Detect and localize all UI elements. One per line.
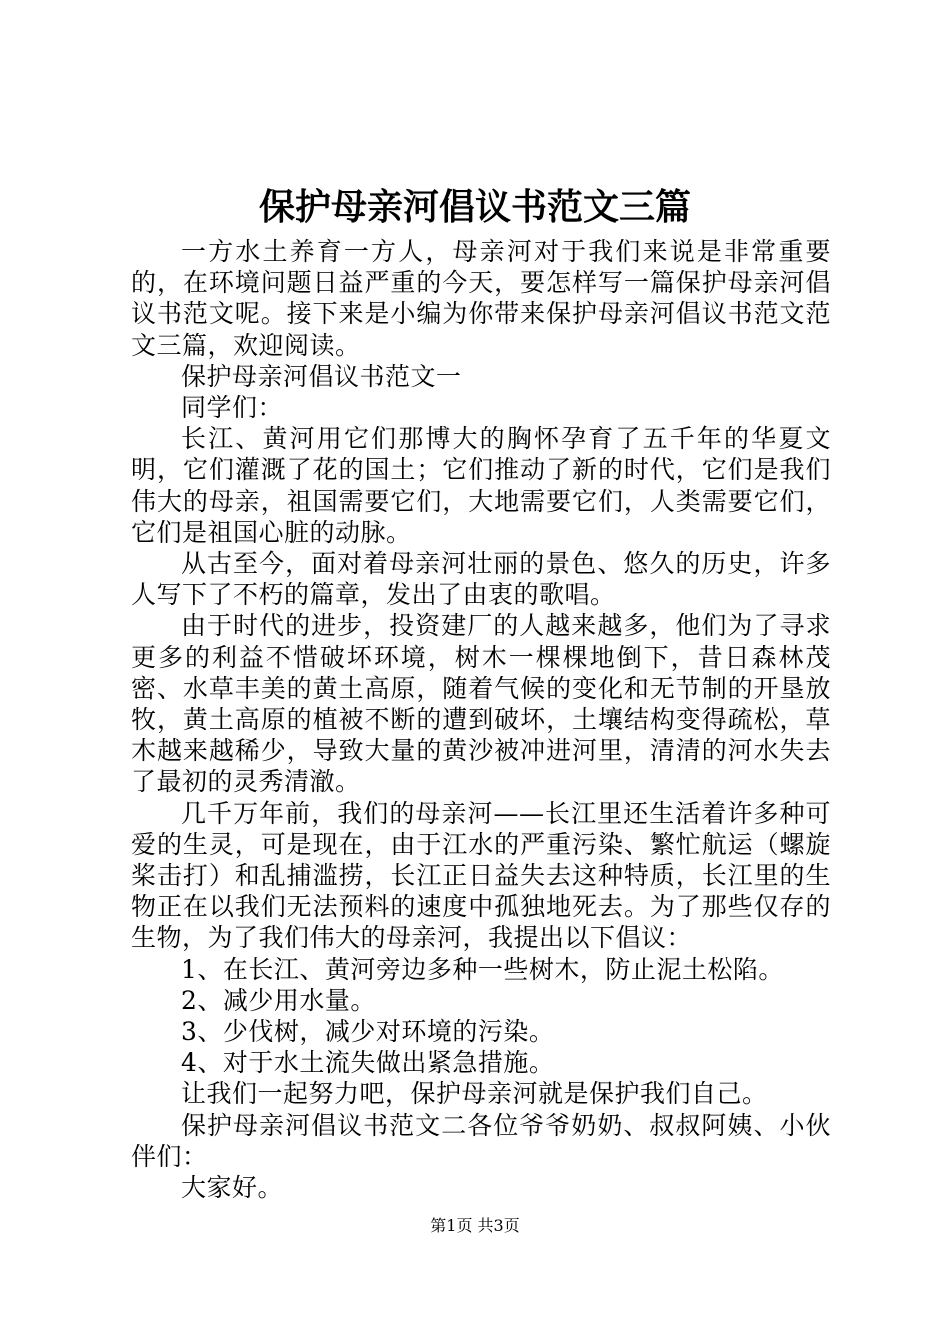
paragraph: 从古至今，面对着母亲河壮丽的景色、悠久的历史，许多人写下了不朽的篇章，发出了由衷的歌唱。 bbox=[131, 549, 831, 610]
document-title: 保护母亲河倡议书范文三篇 bbox=[258, 186, 691, 228]
paragraph: 几千万年前，我们的母亲河——长江里还生活着许多种可爱的生灵，可是现在，由于江水的严重污染、繁忙航运（螺旋桨击打）和乱捕滥捞，长江正日益失去这种特质，长江里的生物正在以我们无法预料的速度中孤独地死去。为了那些仅存的生物，为了我们伟大的母亲河，我提出以下倡议： bbox=[131, 798, 831, 953]
document-body bbox=[131, 236, 831, 1203]
page-footer: 第1页 共3页 bbox=[430, 1216, 520, 1235]
paragraph-intro: 一方水土养育一方人，母亲河对于我们来说是非常重要的，在环境问题日益严重的今天，要怎样写一篇保护母亲河倡议书范文呢。接下来是小编为你带来保护母亲河倡议书范文范文三篇，欢迎阅读。 bbox=[131, 237, 831, 360]
paragraph: 由于时代的进步，投资建厂的人越来越多，他们为了寻求更多的利益不惜破坏环境，树木一棵棵地倒下，昔日森林茂密、水草丰美的黄土高原，随着气候的变化和无节制的开垦放牧，黄土高原的植被不断的遭到破坏，土壤结构变得疏松，草木越来越稀少，导致大量的黄沙被冲进河里，清清的河水失去了最初的灵秀清澈。 bbox=[131, 611, 831, 797]
paragraph-heading-two: 保护母亲河倡议书范文二各位爷爷奶奶、叔叔阿姨、小伙伴们： bbox=[131, 1110, 831, 1171]
proposal-item: 2、减少用水量。 bbox=[181, 985, 376, 1015]
proposal-item: 4、对于水土流失做出紧急措施。 bbox=[181, 1048, 555, 1078]
paragraph-closing: 让我们一起努力吧，保护母亲河就是保护我们自己。 bbox=[181, 1079, 768, 1109]
paragraph-greeting: 大家好。 bbox=[181, 1173, 284, 1203]
paragraph: 长江、黄河用它们那博大的胸怀孕育了五千年的华夏文明，它们灌溉了花的国土；它们推动了新的时代，它们是我们伟大的母亲，祖国需要它们，大地需要它们，人类需要它们，它们是祖国心脏的动脉。 bbox=[131, 424, 831, 547]
proposal-item: 3、少伐树，减少对环境的污染。 bbox=[181, 1017, 555, 1047]
paragraph-salutation: 同学们： bbox=[181, 393, 284, 423]
proposal-item: 1、在长江、黄河旁边多种一些树木，防止泥土松陷。 bbox=[181, 954, 784, 984]
paragraph-heading-one: 保护母亲河倡议书范文一 bbox=[181, 361, 462, 391]
